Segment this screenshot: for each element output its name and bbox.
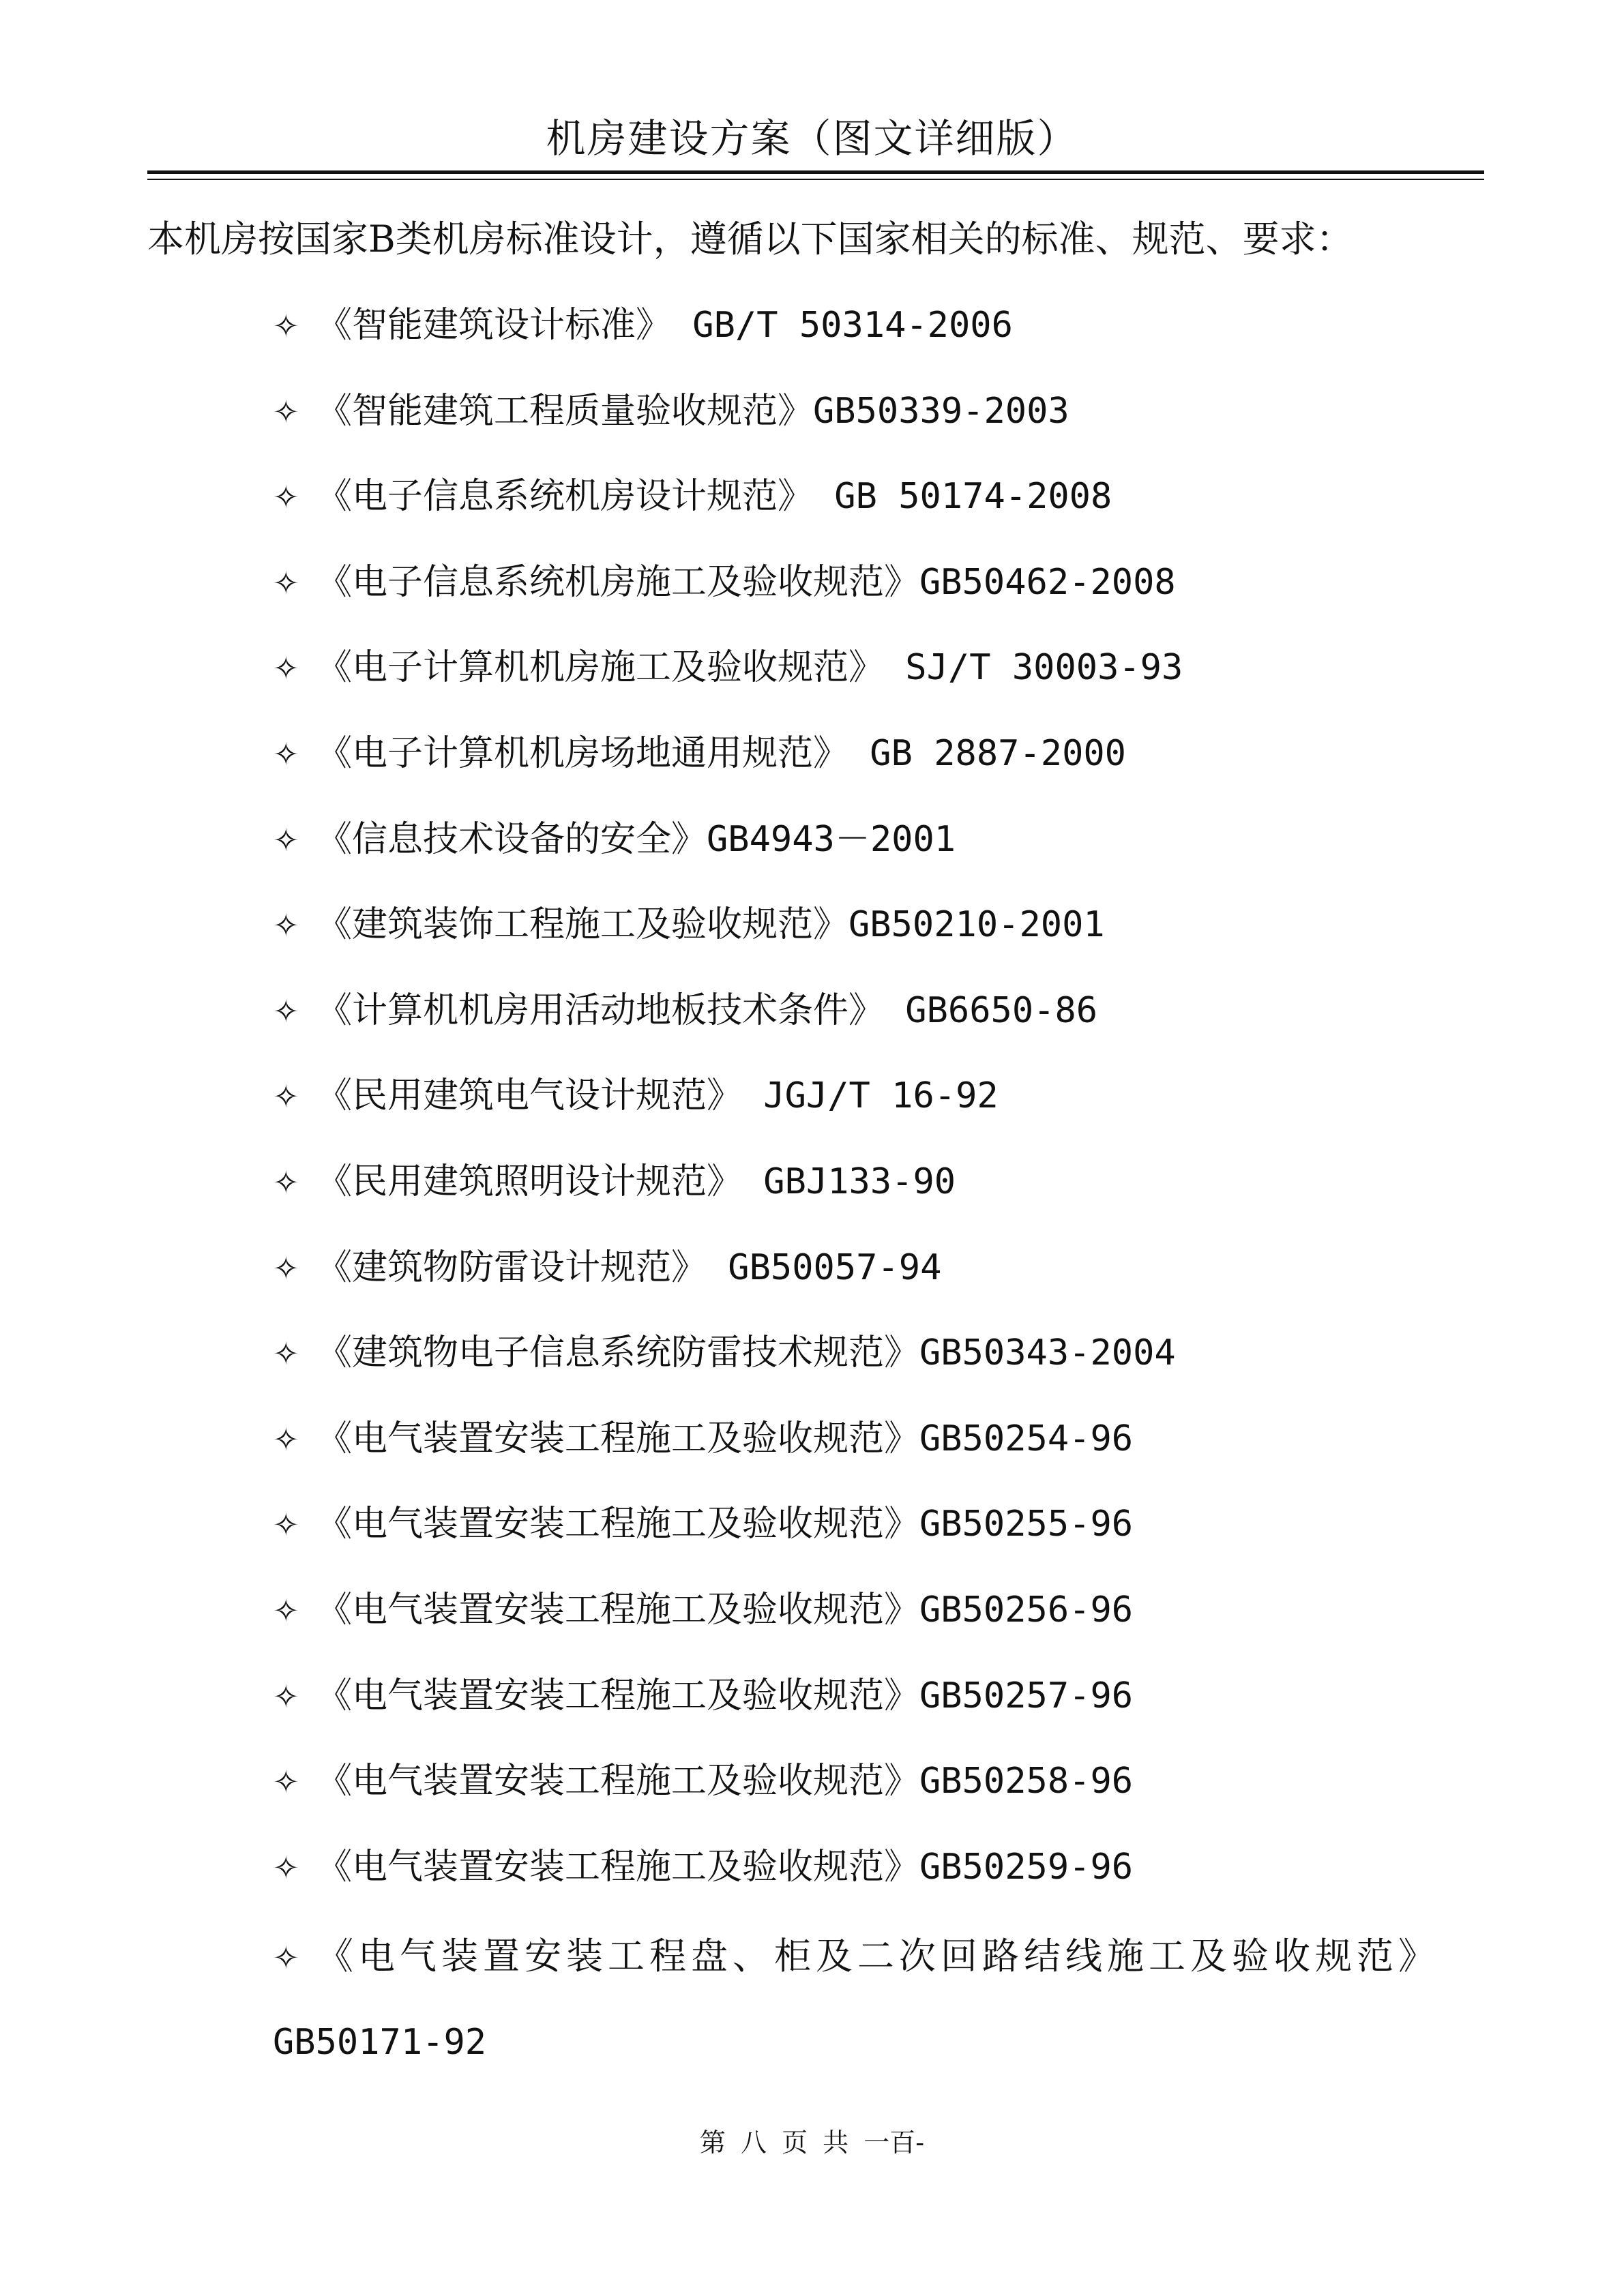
standard-text: 《电气装置安装工程施工及验收规范》GB50254-96 [316, 1418, 1134, 1459]
standard-text: 《电子信息系统机房设计规范》 GB 50174-2008 [316, 476, 1112, 518]
diamond-bullet-icon: ✧ [273, 1592, 299, 1629]
standard-text: 《电子信息系统机房施工及验收规范》GB50462-2008 [316, 561, 1176, 603]
standard-item [273, 474, 1183, 560]
diamond-bullet-icon: ✧ [273, 1078, 299, 1116]
standard-text: 《建筑物电子信息系统防雷技术规范》GB50343-2004 [316, 1332, 1176, 1374]
standard-item [273, 303, 1183, 389]
standard-item [273, 731, 1183, 817]
standard-item [273, 902, 1183, 988]
standard-item [273, 560, 1183, 646]
standard-text: 《电气装置安装工程盘、柜及二次回路结线施工及验收规范》 [316, 1935, 1440, 1978]
standard-item [273, 389, 1183, 475]
standard-text: 《电气装置安装工程施工及验收规范》GB50257-96 [316, 1675, 1134, 1716]
diamond-bullet-icon: ✧ [273, 1763, 299, 1801]
standard-text: 《民用建筑电气设计规范》 JGJ/T 16-92 [316, 1075, 999, 1117]
diamond-bullet-icon: ✧ [273, 308, 299, 344]
standard-item [273, 817, 1183, 903]
diamond-bullet-icon: ✧ [273, 650, 299, 687]
standard-text: 《电子计算机机房场地通用规范》 GB 2887-2000 [316, 732, 1126, 774]
standard-text: 《信息技术设备的安全》GB4943－2001 [316, 818, 956, 860]
diamond-bullet-icon: ✧ [273, 1939, 299, 1976]
intro-paragraph: 本机房按国家B类机房标准设计，遵循以下国家相关的标准、规范、要求： [147, 218, 1353, 260]
standards-list [273, 303, 1183, 1930]
standard-item [273, 1159, 1183, 1245]
page-header-title: 机房建设方案（图文详细版） [546, 115, 1078, 162]
standard-text: 《建筑装饰工程施工及验收规范》GB50210-2001 [316, 904, 1105, 946]
standard-text: 《电气装置安装工程施工及验收规范》GB50259-96 [316, 1846, 1134, 1888]
diamond-bullet-icon: ✧ [273, 1249, 299, 1287]
standard-item [273, 1587, 1183, 1673]
diamond-bullet-icon: ✧ [273, 1163, 299, 1201]
diamond-bullet-icon: ✧ [273, 992, 299, 1030]
diamond-bullet-icon: ✧ [273, 735, 299, 773]
diamond-bullet-icon: ✧ [273, 1335, 299, 1373]
diamond-bullet-icon: ✧ [273, 821, 299, 859]
standard-text: 《智能建筑工程质量验收规范》GB50339-2003 [316, 390, 1069, 432]
standard-text: 《建筑物防雷设计规范》 GB50057-94 [316, 1247, 942, 1288]
page-footer-number: 第 八 页 共 一百- [699, 2128, 925, 2158]
standard-item-last [273, 1934, 1487, 1980]
standard-item [273, 1759, 1183, 1845]
standard-text: 《电气装置安装工程施工及验收规范》GB50258-96 [316, 1761, 1134, 1802]
standard-text: 《电气装置安装工程施工及验收规范》GB50255-96 [316, 1504, 1134, 1545]
standard-item [273, 1502, 1183, 1587]
diamond-bullet-icon: ✧ [273, 564, 299, 601]
diamond-bullet-icon: ✧ [273, 1678, 299, 1715]
header-rule-thick [147, 170, 1484, 174]
header-rule-thin [147, 179, 1484, 180]
standard-item [273, 1330, 1183, 1416]
standard-text: 《电子计算机机房施工及验收规范》 SJ/T 30003-93 [316, 647, 1183, 689]
standard-item [273, 1416, 1183, 1502]
standard-item [273, 988, 1183, 1074]
standard-item [273, 1073, 1183, 1159]
diamond-bullet-icon: ✧ [273, 479, 299, 516]
standard-item [273, 645, 1183, 731]
standard-text: 《电气装置安装工程施工及验收规范》GB50256-96 [316, 1589, 1134, 1630]
diamond-bullet-icon: ✧ [273, 393, 299, 430]
standard-text: 《计算机机房用活动地板技术条件》 GB6650-86 [316, 989, 1098, 1031]
standard-code: GB50171-92 [273, 2022, 487, 2063]
standard-item [273, 1845, 1183, 1930]
standard-item [273, 1673, 1183, 1759]
diamond-bullet-icon: ✧ [273, 1849, 299, 1886]
standard-item [273, 1245, 1183, 1331]
standard-text: 《智能建筑设计标准》 GB/T 50314-2006 [316, 305, 1013, 346]
diamond-bullet-icon: ✧ [273, 1506, 299, 1544]
diamond-bullet-icon: ✧ [273, 907, 299, 944]
diamond-bullet-icon: ✧ [273, 1420, 299, 1458]
standard-text: 《民用建筑照明设计规范》 GBJ133-90 [316, 1161, 956, 1202]
